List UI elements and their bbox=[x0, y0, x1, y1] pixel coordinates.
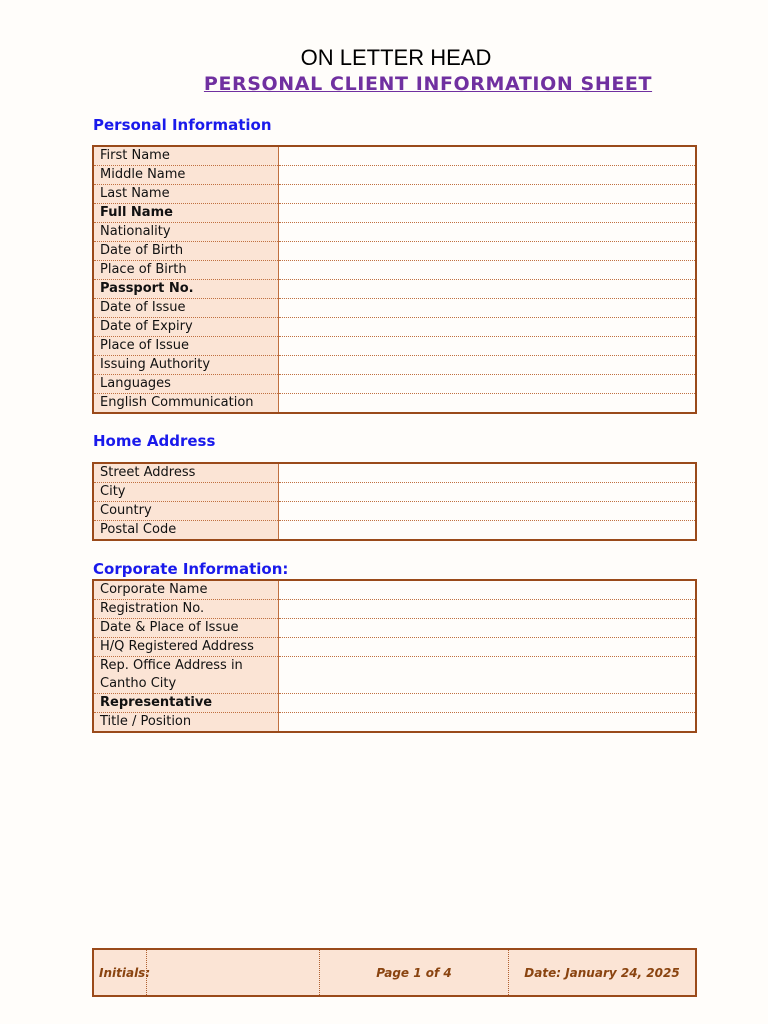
postal-code-label: Postal Code bbox=[93, 521, 279, 541]
form-row bbox=[93, 261, 696, 280]
representative-field[interactable] bbox=[279, 694, 697, 713]
page-number: Page 1 of 4 bbox=[320, 949, 509, 996]
last-name-field[interactable] bbox=[279, 185, 697, 204]
country-field[interactable] bbox=[279, 502, 697, 521]
form-row bbox=[93, 280, 696, 299]
form-row bbox=[93, 356, 696, 375]
date-place-of-issue-label: Date & Place of Issue bbox=[93, 619, 279, 638]
middle-name-field[interactable] bbox=[279, 166, 697, 185]
street-address-label: Street Address bbox=[93, 463, 279, 483]
form-row bbox=[93, 204, 696, 223]
form-row bbox=[93, 299, 696, 318]
registration-no-field[interactable] bbox=[279, 600, 697, 619]
corporate-name-label: Corporate Name bbox=[93, 580, 279, 600]
form-row bbox=[93, 394, 696, 414]
full-name-label: Full Name bbox=[93, 204, 279, 223]
issuing-authority-field[interactable] bbox=[279, 356, 697, 375]
date-of-issue-label: Date of Issue bbox=[93, 299, 279, 318]
corporate-info-table bbox=[92, 579, 697, 733]
form-row bbox=[93, 502, 696, 521]
place-of-birth-label: Place of Birth bbox=[93, 261, 279, 280]
letterhead: ON LETTER HEAD bbox=[300, 45, 492, 70]
form-row bbox=[93, 657, 696, 694]
street-address-field[interactable] bbox=[279, 463, 697, 483]
place-of-birth-field[interactable] bbox=[279, 261, 697, 280]
initials-label: Initials: bbox=[93, 949, 147, 996]
full-name-field[interactable] bbox=[279, 204, 697, 223]
date-of-birth-label: Date of Birth bbox=[93, 242, 279, 261]
form-row bbox=[93, 242, 696, 261]
date-place-of-issue-field[interactable] bbox=[279, 619, 697, 638]
page-title: PERSONAL CLIENT INFORMATION SHEET bbox=[203, 73, 653, 95]
english-communication-field[interactable] bbox=[279, 394, 697, 414]
page-footer bbox=[92, 948, 697, 997]
last-name-label: Last Name bbox=[93, 185, 279, 204]
form-row bbox=[93, 483, 696, 502]
hq-registered-address-field[interactable] bbox=[279, 638, 697, 657]
title-position-label: Title / Position bbox=[93, 713, 279, 733]
form-row bbox=[93, 619, 696, 638]
country-label: Country bbox=[93, 502, 279, 521]
form-row bbox=[93, 318, 696, 337]
form-row bbox=[93, 223, 696, 242]
middle-name-label: Middle Name bbox=[93, 166, 279, 185]
languages-field[interactable] bbox=[279, 375, 697, 394]
form-row bbox=[93, 521, 696, 541]
passport-no-label: Passport No. bbox=[93, 280, 279, 299]
hq-registered-address-label: H/Q Registered Address bbox=[93, 638, 279, 657]
personal-info-heading: Personal Information bbox=[93, 116, 272, 134]
issuing-authority-label: Issuing Authority bbox=[93, 356, 279, 375]
rep-office-address-label: Rep. Office Address in Cantho City bbox=[93, 657, 279, 694]
personal-info-table bbox=[92, 145, 697, 414]
footer-date: Date: January 24, 2025 bbox=[524, 965, 680, 980]
nationality-label: Nationality bbox=[93, 223, 279, 242]
registration-no-label: Registration No. bbox=[93, 600, 279, 619]
date-of-expiry-label: Date of Expiry bbox=[93, 318, 279, 337]
nationality-field[interactable] bbox=[279, 223, 697, 242]
form-row bbox=[93, 337, 696, 356]
form-row bbox=[93, 146, 696, 166]
date-of-issue-field[interactable] bbox=[279, 299, 697, 318]
passport-no-field[interactable] bbox=[279, 280, 697, 299]
form-row bbox=[93, 185, 696, 204]
date-of-expiry-field[interactable] bbox=[279, 318, 697, 337]
date-of-birth-field[interactable] bbox=[279, 242, 697, 261]
initials-field[interactable] bbox=[147, 949, 320, 996]
corporate-info-heading: Corporate Information: bbox=[93, 560, 289, 578]
form-row bbox=[93, 166, 696, 185]
languages-label: Languages bbox=[93, 375, 279, 394]
form-row bbox=[93, 600, 696, 619]
place-of-issue-field[interactable] bbox=[279, 337, 697, 356]
form-row bbox=[93, 375, 696, 394]
home-address-heading: Home Address bbox=[93, 432, 216, 450]
form-row bbox=[93, 694, 696, 713]
english-communication-label: English Communication bbox=[93, 394, 279, 414]
postal-code-field[interactable] bbox=[279, 521, 697, 541]
corporate-name-field[interactable] bbox=[279, 580, 697, 600]
form-row bbox=[93, 638, 696, 657]
form-row bbox=[93, 463, 696, 483]
place-of-issue-label: Place of Issue bbox=[93, 337, 279, 356]
form-row bbox=[93, 580, 696, 600]
rep-office-address-field[interactable] bbox=[279, 657, 697, 694]
title-position-field[interactable] bbox=[279, 713, 697, 733]
city-label: City bbox=[93, 483, 279, 502]
form-row bbox=[93, 713, 696, 733]
representative-label: Representative bbox=[93, 694, 279, 713]
first-name-label: First Name bbox=[93, 146, 279, 166]
city-field[interactable] bbox=[279, 483, 697, 502]
home-address-table bbox=[92, 462, 697, 541]
first-name-field[interactable] bbox=[279, 146, 697, 166]
